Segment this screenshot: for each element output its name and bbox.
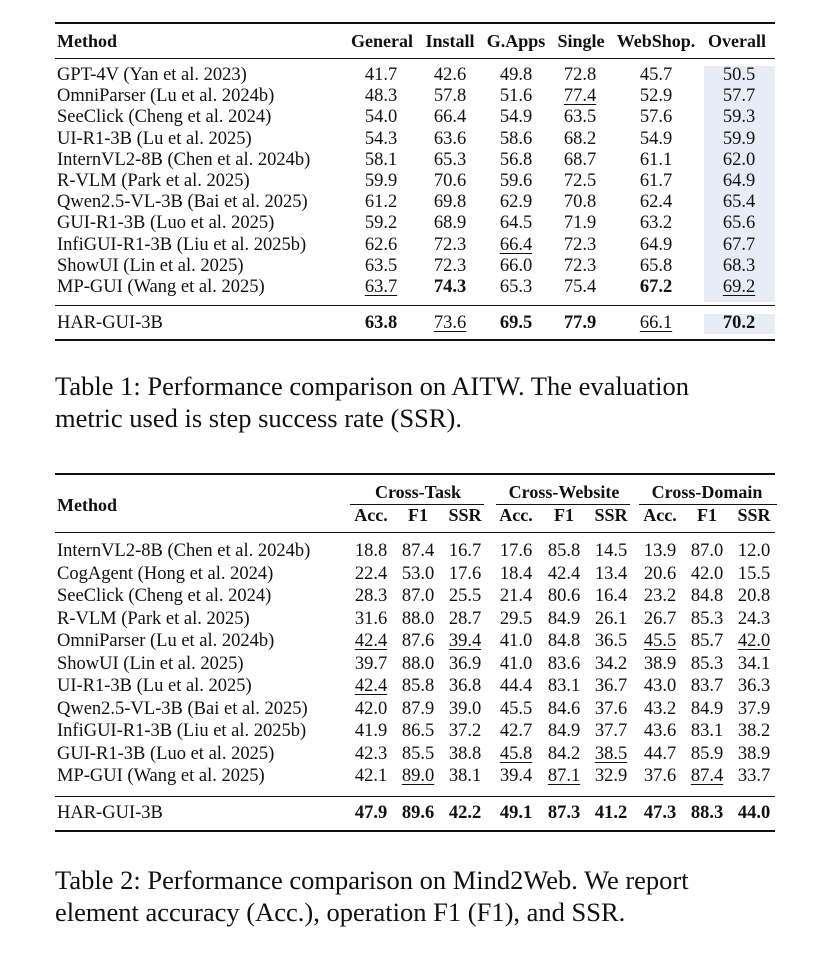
table-cell: 65.3 xyxy=(499,277,533,297)
method-name: GUI-R1-3B (Luo et al. 2025) xyxy=(57,743,275,764)
table-cell: 69.8 xyxy=(433,192,467,213)
table2-caption-line-1: Table 2: Performance comparison on Mind2Web. We report xyxy=(55,865,689,895)
table-cell: 50.5 xyxy=(722,65,756,85)
column-header-method: Method xyxy=(57,31,117,51)
table-cell: 41.9 xyxy=(354,721,388,741)
header-rule xyxy=(55,532,775,533)
table-cell: 54.0 xyxy=(364,107,398,128)
table-cell: 42.0 xyxy=(737,631,771,651)
table-cell: 88.0 xyxy=(401,608,435,629)
table-cell: 77.4 xyxy=(563,86,597,107)
subcolumn-header: Acc. xyxy=(354,505,388,525)
table-cell: 70.6 xyxy=(433,171,467,191)
table-cell: 20.6 xyxy=(643,563,677,584)
table-cell: 45.8 xyxy=(499,743,533,764)
method-name: GPT-4V (Yan et al. 2023) xyxy=(57,65,247,85)
table-cell: 54.9 xyxy=(639,128,673,149)
table-cell: 28.7 xyxy=(448,608,482,629)
table-cell: 23.2 xyxy=(643,586,677,606)
table-cell: 41.7 xyxy=(364,65,398,85)
table-cell: 38.5 xyxy=(594,743,628,764)
table-cell: 42.4 xyxy=(354,676,388,696)
table-cell: 34.1 xyxy=(737,653,771,674)
table-cell: 28.3 xyxy=(354,586,388,606)
method-name: SeeClick (Cheng et al. 2024) xyxy=(57,586,272,606)
table-cell: 38.9 xyxy=(737,743,771,764)
table-cell-final: 69.5 xyxy=(499,313,533,333)
table-cell: 87.6 xyxy=(401,631,435,651)
method-name: InfiGUI-R1-3B (Liu et al. 2025b) xyxy=(57,234,307,255)
table-cell: 37.7 xyxy=(594,721,628,741)
table-cell: 42.3 xyxy=(354,743,388,764)
table-cell: 85.7 xyxy=(690,631,724,651)
table-cell: 38.1 xyxy=(448,766,482,786)
method-name: InfiGUI-R1-3B (Liu et al. 2025b) xyxy=(57,721,307,741)
table-cell: 64.9 xyxy=(639,234,673,255)
table-cell: 42.7 xyxy=(499,721,533,741)
method-name: UI-R1-3B (Lu et al. 2025) xyxy=(57,676,252,696)
table-cell-final: 41.2 xyxy=(594,803,628,823)
method-name: InternVL2-8B (Chen et al. 2024b) xyxy=(57,149,311,170)
table-cell: 45.7 xyxy=(639,65,673,85)
table-cell: 72.3 xyxy=(433,234,467,255)
table-cell: 63.5 xyxy=(563,107,597,128)
table1-caption-line-2: metric used is step success rate (SSR). xyxy=(55,403,462,433)
table-cell-final: 87.3 xyxy=(547,803,581,823)
table-cell: 39.4 xyxy=(448,631,482,651)
table-cell: 84.8 xyxy=(690,586,724,606)
table-cell: 39.0 xyxy=(448,698,482,719)
method-name: SeeClick (Cheng et al. 2024) xyxy=(57,107,272,128)
table-cell: 63.7 xyxy=(364,277,398,297)
table-cell-final: 42.2 xyxy=(448,803,482,823)
table-cell: 63.5 xyxy=(364,255,398,276)
table-cell: 20.8 xyxy=(737,586,771,606)
table-cell: 63.6 xyxy=(433,128,467,149)
table-cell: 54.9 xyxy=(499,107,533,128)
table-cell: 64.9 xyxy=(722,171,756,191)
table-cell: 65.6 xyxy=(722,213,756,234)
table-cell: 62.4 xyxy=(639,192,673,213)
table-cell: 74.3 xyxy=(433,277,467,297)
table-cell: 65.4 xyxy=(722,192,756,213)
subcolumn-header: F1 xyxy=(697,505,717,525)
table-cell: 42.6 xyxy=(433,65,467,85)
table-cell: 87.0 xyxy=(401,586,435,606)
top-rule xyxy=(55,473,775,475)
table-cell: 36.5 xyxy=(594,631,628,651)
column-header: Single xyxy=(557,31,605,51)
table-cell: 52.9 xyxy=(639,86,673,107)
table-cell: 84.2 xyxy=(547,743,581,764)
table-cell: 36.9 xyxy=(448,653,482,674)
method-name: CogAgent (Hong et al. 2024) xyxy=(57,563,274,584)
table-cell: 85.9 xyxy=(690,743,724,764)
table-cell: 37.2 xyxy=(448,721,482,741)
table-cell: 43.2 xyxy=(643,698,677,719)
method-name: MP-GUI (Wang et al. 2025) xyxy=(57,277,265,297)
subcolumn-header: Acc. xyxy=(643,505,677,525)
table-cell-final: 63.8 xyxy=(364,313,398,333)
method-name: OmniParser (Lu et al. 2024b) xyxy=(57,631,275,651)
table-cell: 59.9 xyxy=(364,171,398,191)
table-cell: 66.4 xyxy=(499,234,533,255)
bottom-rule xyxy=(55,830,775,832)
table-cell: 44.4 xyxy=(499,676,533,696)
table-cell: 39.4 xyxy=(499,766,533,786)
final-rule xyxy=(55,305,775,306)
table-cell-final: 73.6 xyxy=(433,313,467,333)
table-cell: 37.6 xyxy=(594,698,628,719)
table-cell: 84.9 xyxy=(547,608,581,629)
table-cell: 42.4 xyxy=(354,631,388,651)
table-cell: 68.2 xyxy=(563,128,597,149)
bottom-rule xyxy=(55,339,775,341)
table-cell: 59.6 xyxy=(499,171,533,191)
table-cell: 12.0 xyxy=(737,541,771,561)
table-cell: 34.2 xyxy=(594,653,628,674)
table-cell: 48.3 xyxy=(364,86,398,107)
column-header: General xyxy=(351,31,413,51)
table-cell: 65.3 xyxy=(433,149,467,170)
table-cell: 42.4 xyxy=(547,563,581,584)
table-cell: 14.5 xyxy=(594,541,628,561)
table-cell: 87.4 xyxy=(690,766,724,786)
table-cell: 41.0 xyxy=(499,653,533,674)
subcolumn-header: Acc. xyxy=(499,505,533,525)
table-cell: 85.8 xyxy=(401,676,435,696)
table-cell: 42.0 xyxy=(690,563,724,584)
table-cell: 72.8 xyxy=(563,65,597,85)
table-cell: 64.5 xyxy=(499,213,533,234)
method-name-final: HAR-GUI-3B xyxy=(57,803,163,823)
table-cell: 68.7 xyxy=(563,149,597,170)
table-cell: 17.6 xyxy=(499,541,533,561)
table-cell-final: 89.6 xyxy=(401,803,435,823)
column-header: Overall xyxy=(708,31,766,51)
table-cell-final: 49.1 xyxy=(499,803,533,823)
method-name: GUI-R1-3B (Luo et al. 2025) xyxy=(57,213,275,234)
method-name: Qwen2.5-VL-3B (Bai et al. 2025) xyxy=(57,192,308,213)
table-cell-final: 70.2 xyxy=(722,313,756,333)
table-cell: 42.1 xyxy=(354,766,388,786)
column-header-method: Method xyxy=(57,495,117,515)
table-cell: 87.4 xyxy=(401,541,435,561)
table-cell: 69.2 xyxy=(722,277,756,297)
table1-caption-line-1: Table 1: Performance comparison on AITW. The evaluation xyxy=(55,371,689,401)
table-cell: 87.1 xyxy=(547,766,581,786)
table-cell: 67.2 xyxy=(639,277,673,297)
table-cell: 89.0 xyxy=(401,766,435,786)
table-cell-final: 47.9 xyxy=(354,803,388,823)
table-cell: 43.0 xyxy=(643,676,677,696)
table-cell: 57.8 xyxy=(433,86,467,107)
table-cell: 58.1 xyxy=(364,149,398,170)
table-cell: 84.6 xyxy=(547,698,581,719)
table-cell: 36.7 xyxy=(594,676,628,696)
table-cell: 18.8 xyxy=(354,541,388,561)
table-cell: 43.6 xyxy=(643,721,677,741)
method-name: Qwen2.5-VL-3B (Bai et al. 2025) xyxy=(57,698,308,719)
table-cell: 85.8 xyxy=(547,541,581,561)
table-cell: 86.5 xyxy=(401,721,435,741)
subcolumn-header: F1 xyxy=(554,505,574,525)
table-cell: 85.3 xyxy=(690,653,724,674)
subcolumn-header: SSR xyxy=(594,505,628,525)
table-cell: 62.6 xyxy=(364,234,398,255)
column-header: WebShop. xyxy=(616,31,696,51)
table-cell: 26.1 xyxy=(594,608,628,629)
table-cell: 18.4 xyxy=(499,563,533,584)
table-cell: 38.2 xyxy=(737,721,771,741)
table-cell: 57.6 xyxy=(639,107,673,128)
column-header: G.Apps xyxy=(486,31,546,51)
table-cell: 66.0 xyxy=(499,255,533,276)
table-cell: 42.0 xyxy=(354,698,388,719)
table-cell: 61.1 xyxy=(639,149,673,170)
table-cell: 21.4 xyxy=(499,586,533,606)
table-cell: 72.3 xyxy=(433,255,467,276)
table-cell: 16.7 xyxy=(448,541,482,561)
header-rule xyxy=(55,58,775,59)
table-cell: 63.2 xyxy=(639,213,673,234)
table-cell: 38.9 xyxy=(643,653,677,674)
table-cell: 62.0 xyxy=(722,149,756,170)
subcolumn-header: SSR xyxy=(448,505,482,525)
subcolumn-header: F1 xyxy=(408,505,428,525)
table-cell: 32.9 xyxy=(594,766,628,786)
method-name: R-VLM (Park et al. 2025) xyxy=(57,608,250,629)
table-cell: 36.8 xyxy=(448,676,482,696)
group-header: Cross-Domain xyxy=(651,482,763,502)
table-cell: 85.3 xyxy=(690,608,724,629)
table-cell-final: 47.3 xyxy=(643,803,677,823)
table-cell: 49.8 xyxy=(499,65,533,85)
table-cell: 56.8 xyxy=(499,149,533,170)
table-cell: 61.2 xyxy=(364,192,398,213)
method-name: InternVL2-8B (Chen et al. 2024b) xyxy=(57,541,311,561)
table-cell: 57.7 xyxy=(722,86,756,107)
group-header: Cross-Website xyxy=(508,482,620,502)
method-name: R-VLM (Park et al. 2025) xyxy=(57,171,250,191)
table-cell: 15.5 xyxy=(737,563,771,584)
table-cell: 39.7 xyxy=(354,653,388,674)
table-cell: 45.5 xyxy=(643,631,677,651)
table-cell: 26.7 xyxy=(643,608,677,629)
table-cell: 62.9 xyxy=(499,192,533,213)
table-cell: 84.9 xyxy=(547,721,581,741)
method-name: ShowUI (Lin et al. 2025) xyxy=(57,255,244,276)
table-cell: 61.7 xyxy=(639,171,673,191)
group-header: Cross-Task xyxy=(374,482,462,502)
table-cell: 68.9 xyxy=(433,213,467,234)
table-cell-final: 88.3 xyxy=(690,803,724,823)
table-cell: 59.3 xyxy=(722,107,756,128)
table-cell: 67.7 xyxy=(722,234,756,255)
table-cell: 85.5 xyxy=(401,743,435,764)
table-cell: 13.4 xyxy=(594,563,628,584)
table-cell: 51.6 xyxy=(499,86,533,107)
table-cell: 66.4 xyxy=(433,107,467,128)
table-cell: 84.8 xyxy=(547,631,581,651)
table-cell: 70.8 xyxy=(563,192,597,213)
table-cell: 59.2 xyxy=(364,213,398,234)
table-cell: 54.3 xyxy=(364,128,398,149)
table-cell: 22.4 xyxy=(354,563,388,584)
table-cell-final: 44.0 xyxy=(737,803,771,823)
table-cell: 68.3 xyxy=(722,255,756,276)
method-name-final: HAR-GUI-3B xyxy=(57,313,163,333)
table-cell: 84.9 xyxy=(690,698,724,719)
top-rule xyxy=(55,22,775,24)
table-cell: 37.6 xyxy=(643,766,677,786)
table-cell: 83.1 xyxy=(547,676,581,696)
subcolumn-header: SSR xyxy=(737,505,771,525)
table-cell: 17.6 xyxy=(448,563,482,584)
method-name: UI-R1-3B (Lu et al. 2025) xyxy=(57,128,252,149)
table-cell: 59.9 xyxy=(722,128,756,149)
table-cell: 31.6 xyxy=(354,608,388,629)
table-cell: 58.6 xyxy=(499,128,533,149)
table-cell: 87.0 xyxy=(690,541,724,561)
table-cell: 44.7 xyxy=(643,743,677,764)
table-cell: 87.9 xyxy=(401,698,435,719)
column-header: Install xyxy=(425,31,475,51)
final-rule xyxy=(55,796,775,797)
table2-caption-line-2: element accuracy (Acc.), operation F1 (F1), and SSR. xyxy=(55,897,626,927)
method-name: MP-GUI (Wang et al. 2025) xyxy=(57,766,265,786)
table-cell: 13.9 xyxy=(643,541,677,561)
table-cell: 29.5 xyxy=(499,608,533,629)
table-cell: 45.5 xyxy=(499,698,533,719)
table-cell-final: 77.9 xyxy=(563,313,597,333)
table-cell: 36.3 xyxy=(737,676,771,696)
table-cell: 37.9 xyxy=(737,698,771,719)
table-cell: 72.3 xyxy=(563,234,597,255)
table-cell-final: 66.1 xyxy=(639,313,673,333)
table-cell: 24.3 xyxy=(737,608,771,629)
table-cell: 38.8 xyxy=(448,743,482,764)
table-cell: 75.4 xyxy=(563,277,597,297)
table-cell: 72.3 xyxy=(563,255,597,276)
table-cell: 83.7 xyxy=(690,676,724,696)
table-cell: 53.0 xyxy=(401,563,435,584)
table-cell: 72.5 xyxy=(563,171,597,191)
table-cell: 83.6 xyxy=(547,653,581,674)
table-cell: 16.4 xyxy=(594,586,628,606)
method-name: ShowUI (Lin et al. 2025) xyxy=(57,653,244,674)
table-cell: 88.0 xyxy=(401,653,435,674)
table-cell: 83.1 xyxy=(690,721,724,741)
table-cell: 65.8 xyxy=(639,255,673,276)
method-name: OmniParser (Lu et al. 2024b) xyxy=(57,86,275,107)
table-cell: 71.9 xyxy=(563,213,597,234)
table-cell: 41.0 xyxy=(499,631,533,651)
table-cell: 80.6 xyxy=(547,586,581,606)
table-cell: 33.7 xyxy=(737,766,771,786)
table-cell: 25.5 xyxy=(448,586,482,606)
